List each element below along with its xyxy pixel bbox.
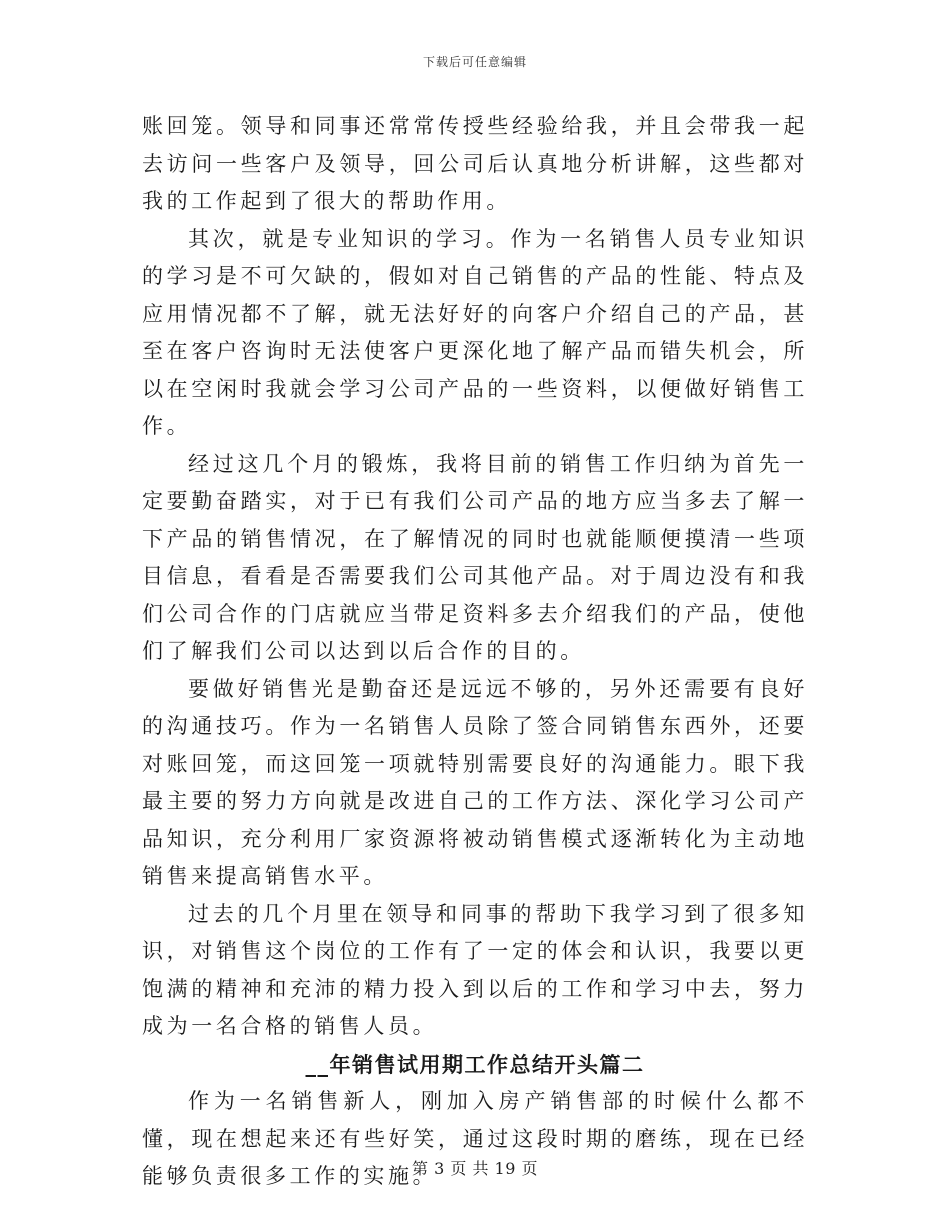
paragraph-conclusion: 过去的几个月里在领导和同事的帮助下我学习到了很多知识，对销售这个岗位的工作有了一定的体会和认识，我要以更饱满的精神和充沛的精力投入到以后的工作和学习中去，努力成为一名合格的销售人员。 xyxy=(142,901,808,1038)
page-number: 第 3 页 共 19 页 xyxy=(412,1159,538,1178)
paragraph-months-training: 经过这几个月的锻炼，我将目前的销售工作归纳为首先一定要勤奋踏实，对于已有我们公司产品的地方应当多去了解一下产品的销售情况，在了解情况的同时也就能顺便摸清一些项目信息，看看是否需要我们公司其他产品。对于周边没有和我们公司合作的门店就应当带足资料多去介绍我们的产品，使他们了解我们公司以达到以后合作的目的。 xyxy=(142,451,808,663)
document-body xyxy=(142,108,808,1196)
paragraph-new-salesperson: 作为一名销售新人，刚加入房产销售部的时候什么都不懂，现在想起来还有些好笑，通过这段时期的磨练，现在已经能够负责很多工作的实施。 xyxy=(142,1089,808,1188)
paragraph-professional-knowledge: 其次，就是专业知识的学习。作为一名销售人员专业知识的学习是不可欠缺的，假如对自己销售的产品的性能、特点及应用情况都不了解，就无法好好的向客户介绍自己的产品，甚至在客户咨询时无法使客户更深化地了解产品而错失机会，所以在空闲时我就会学习公司产品的一些资料，以便做好销售工作。 xyxy=(142,226,808,438)
paragraph-communication-skills: 要做好销售光是勤奋还是远远不够的，另外还需要有良好的沟通技巧。作为一名销售人员除了签合同销售东西外，还要对账回笼，而这回笼一项就特别需要良好的沟通能力。眼下我最主要的努力方向就是改进自己的工作方法、深化学习公司产品知识，充分利用厂家资源将被动销售模式逐渐转化为主动地销售来提高销售水平。 xyxy=(142,676,808,888)
paragraph-continuation: 账回笼。领导和同事还常常传授些经验给我，并且会带我一起去访问一些客户及领导，回公司后认真地分析讲解，这些都对我的工作起到了很大的帮助作用。 xyxy=(142,114,808,213)
section-title: __年销售试用期工作总结开头篇二 xyxy=(305,1051,645,1077)
page-header: 下载后可任意编辑 xyxy=(422,55,527,69)
